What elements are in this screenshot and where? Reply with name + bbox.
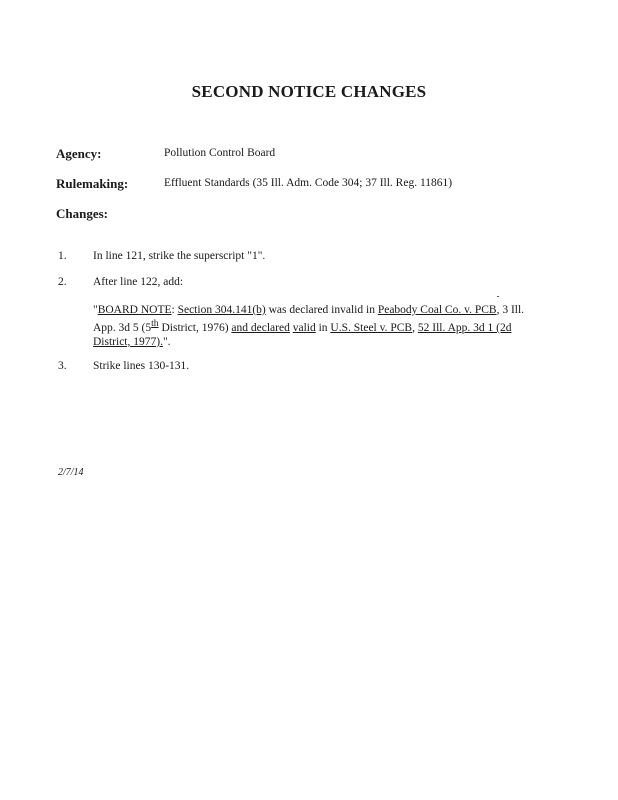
quote-colon: : (171, 304, 178, 316)
agency-label: Agency: (56, 146, 102, 161)
agency-value: Pollution Control Board (164, 147, 276, 159)
quote-text: in (315, 321, 331, 334)
item-number: 1. (58, 250, 67, 262)
case-name: Peabody Coal Co. v. PCB (377, 304, 497, 316)
quote-text: , 3 Ill. App. 3d 5 (5 (93, 304, 525, 334)
changes-label: Changes: (56, 206, 109, 221)
case-citation: 52 Ill. App. 3d 1 (2d District, 1977). (93, 321, 512, 348)
document-date: 2/7/14 (58, 467, 84, 478)
quote-text: , (412, 321, 418, 334)
quote-open: " (93, 304, 98, 316)
case-name: U.S. Steel v. PCB (330, 321, 413, 334)
quote-close: ". (162, 335, 171, 348)
rulemaking-value: Effluent Standards (35 Ill. Adm. Code 304; 37 Ill. Reg. 11861) (164, 177, 453, 189)
section-ref: Section 304.141(b) (177, 304, 266, 316)
quote-text: was declared invalid in (265, 304, 378, 316)
inserted-text: and declared (231, 321, 290, 334)
page-title: SECOND NOTICE CHANGES (191, 82, 427, 101)
scan-speck (497, 296, 499, 297)
board-note-text: BOARD NOTE (97, 304, 172, 316)
item-text: After line 122, add: (93, 276, 184, 288)
inserted-text: valid (292, 321, 316, 334)
board-note-quote (93, 303, 533, 349)
quote-text: District, 1976) (158, 321, 232, 334)
item-number: 2. (58, 276, 67, 288)
item-text: Strike lines 130-131. (93, 360, 190, 372)
ordinal-superscript: th (151, 318, 159, 329)
item-text: In line 121, strike the superscript "1". (93, 250, 266, 262)
rulemaking-label: Rulemaking: (56, 176, 129, 191)
item-number: 3. (58, 360, 67, 372)
